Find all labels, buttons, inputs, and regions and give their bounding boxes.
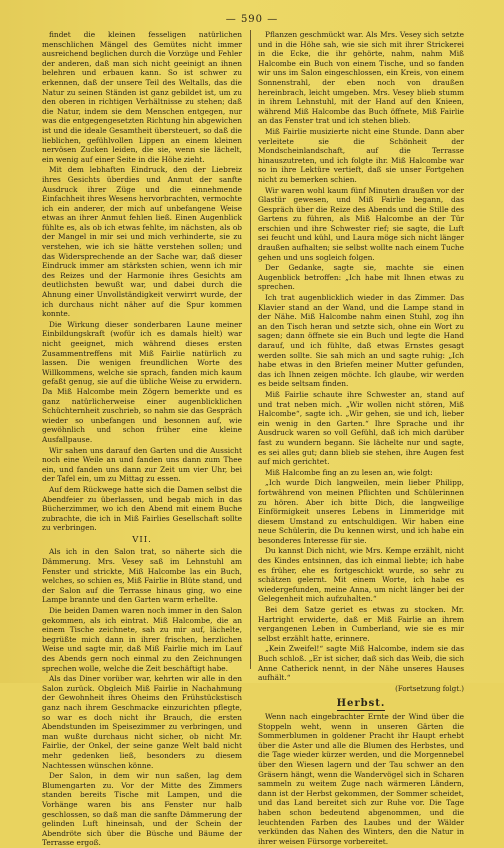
paragraph: „Ich wurde Dich langweilen, mein lieber Philipp, fortwährend von meinen Pflichten und Schülerinnen zu hören. Aber ich bitte Dich, die langweilige Einförmigkeit unseres Lebens in Limmeridge mit diesem Umstand zu entschuldigen. Wir haben eine neue Schülerin, die Du kennen wirst, und ich habe ein besonderes Interesse für sie. bbox=[258, 478, 464, 545]
paragraph: Der Salon, in dem wir nun saßen, lag dem Blumengarten zu. Vor der Mitte des Zimmers standen bereits Tische mit Lampen, und die Vorhänge waren bis ans Fenster nur halb geschlossen, so daß man die sanfte Dämmerung der gelinden Luft hineinsah, und der Schein der Abendröte sich über die Büsche und Bäume der Terrasse ergoß. bbox=[42, 771, 242, 848]
right-column bbox=[258, 30, 464, 846]
paragraph: Bei dem Satze geriet es etwas zu stocken. Mr. Hartright erwiderte, daß er Miß Fairlie an ihrem vergangenen Leben in Cumberland, wie sie es mir selbst erzählt hatte, erinnere. bbox=[258, 605, 464, 643]
page-number: — 590 — bbox=[225, 14, 279, 25]
paragraph: Mit dem lebhaften Eindruck, den der Liebreiz ihres Gesichts überdies und Anmut der sanfte Ausdruck ihrer Züge und die einnehmende Einfachheit ihres Wesens hervorbrachten, vermochte ich ein anderer, der mich auf unbefangene Weise etwas an ihrer Anmut fehlen ließ. Einen Augenblick fühlte es, als ob ich etwas fehlte, im nächsten, als ob der Mangel in mir sei und mich verhinderte, sie zu verstehen, wie ich sie hätte verstehen sollen; und das Widersprechende an der Sache war, daß dieser Eindruck immer am stärksten schien, wenn ich mir des Reizes und der Harmonie ihres Gesichts am deutlichsten bewußt war, und dabei durch die Ahnung einer Unvollständigkeit verwirrt wurde, der ich durchaus nicht näher auf die Spur kommen konnte. bbox=[42, 165, 242, 319]
paragraph: Miß Fairlie schaute ihre Schwester an, stand auf und trat neben mich. „Wir wollen nicht stören, Miß Halcombe“, sagte ich. „Wir gehen, sie und ich, lieber ein wenig in den Garten.“ Ihre Sprache und ihr Ausdruck waren so voll Gefühl, daß ich mich darüber fast zu wundern begann. Sie lächelte nur und sagte, es sei alles gut; dann blieb sie stehen, ihre Augen fest auf mich gerichtet. bbox=[258, 389, 464, 467]
paragraph: Auf dem Rückwege hatte sich die Damen selbst die Abendfeier zu überlassen, und begab mich in das Bücherzimmer, wo ich den Abend mit einem Buche zubrachte, die ich in Miß Fairlies Gesellschaft sollte zu verbringen. bbox=[42, 484, 242, 533]
section-title bbox=[258, 699, 464, 709]
paragraph: Pflanzen geschmückt war. Als Mrs. Vesey sich setzte und in die Höhe sah, wie sie sich mit ihrer Strickerei in die Ecke, die ihr gehörte, nahm, nahm Miß Halcombe ein Buch von einem Tische, und so fanden wir uns im Salon eingeschlossen, ein Kreis, von einem Sonnenstrahl, der eben noch von draußen hereinbrach, leicht umgeben. Mrs. Vesey blieb stumm in ihrem Lehnstuhl, mit der Hand auf den Knieen, während Miß Halcombe das Buch öffnete, Miß Fairlie an das Fenster trat und ich stehen blieb. bbox=[258, 30, 464, 126]
paragraph: „Kein Zweifel!“ sagte Miß Halcombe, indem sie das Buch schloß. „Er ist sicher, daß sich das Weib, die sich Anne Catherick nennt, in der Nähe unseres Hauses aufhält.“ bbox=[258, 644, 464, 683]
continuation-note: (Fortsetzung folgt.) bbox=[395, 684, 464, 693]
paragraph: Wir sahen uns darauf den Garten und die Aussicht noch eine Weile an und fanden uns dann zum Thee ein, und fanden uns dann zur Zeit um vier Uhr, bei der Tafel ein, um zu Mittag zu essen. bbox=[42, 445, 242, 484]
chapter-heading: VII. bbox=[132, 534, 152, 545]
paragraph: Du kannst Dich nicht, wie Mrs. Kempe erzählt, nicht des Kindes entsinnen, das ich einmal liebte; ich habe es früher, ehe es fortgeschickt wurde, so sehr zu schätzen gelernt. Mit einem Worte, ich habe es wiedergefunden, meine Anna, um nicht länger bei der Gelegenheit mich aufzuhalten.“ bbox=[258, 546, 464, 604]
paragraph: Wir waren wohl kaum fünf Minuten draußen vor der Glastür gewesen, und Miß Fairlie begann, das Gespräch über die Reize des Abends und die Stille des Gartens zu führen, als Miß Halcombe an der Tür erschien und ihre Schwester rief; sie sagte, die Luft sei feucht und kühl, und Laura möge sich nicht länger draußen aufhalten; sie selbst wollte nach einem Tuche gehen und uns sogleich folgen. bbox=[258, 185, 464, 262]
paragraph: Der Gedanke, sagte sie, machte sie einen Augenblick betroffen: „Ich habe mit Ihnen etwas zu sprechen. bbox=[258, 263, 464, 292]
paragraph: Als ich in den Salon trat, so näherte sich die Dämmerung. Mrs. Vesey saß im Lehnstuhl am Fenster und strickte, Miß Halcombe las ein Buch, welches, so schien es, Miß Fairlie in Blüte stand, und der Salon auf die Terrasse hinaus ging, wo eine Lampe brannte und den Garten warm erhellte. bbox=[42, 547, 242, 605]
paragraph: Wenn nach eingebrachter Ernte der Wind über die Stoppeln weht, wenn in unseren Gärten die Sommerblumen in goldener Pracht ihr Haupt erhebt über die Aster und alle die Blumen des Herbstes, und die Tage wieder kürzer werden, und die Morgennebel über den Wiesen lagern und der Tau schwer an den Gräsern hängt, wenn die Wandervögel sich in Scharen sammeln zu weitem Zuge nach wärmeren Ländern, dann ist der Herbst gekommen, der Sommer scheidet, und das Land bereitet sich zur Ruhe vor. Die Tage haben schon bedeutend abgenommen, und die leuchtenden Farben des Laubes und der Wälder verkünden das Nahen des Winters, den die Natur in ihrer weisen Fürsorge vorbereitet. bbox=[258, 711, 464, 846]
paragraph: Die Wirkung dieser sonderbaren Laune meiner Einbildungskraft (wofür ich es damals hielt) war nicht geeignet, mich während dieses ersten Zusammentreffens mit Miß Fairlie natürlich zu lassen. Die wenigen freundlichen Worte des Willkommens, welche sie sprach, fanden mich kaum gefaßt genug, sie auf die übliche Weise zu erwidern. Da Miß Halcombe mein Zögern bemerkte und es ganz natürlicherweise einer augenblicklichen Schüchternheit zuschrieb, so nahm sie das Gespräch wieder so unbefangen und besonnen auf, wie gewöhnlich und schon früher eine kleine Ausfallpause. bbox=[42, 319, 242, 444]
paragraph: Als das Diner vorüber war, kehrten wir alle in den Salon zurück. Obgleich Miß Fairlie in Nachahmung der Gewohnheit ihres Oheims den Frühstückstisch ganz nach ihrem Geschmacke einzurichten pflegte, so war es doch nicht ihr Brauch, die ersten Abendstunden im Speisezimmer zu verbringen, und man wußte durchaus nicht sicher, ob nicht Mr. Fairlie, der Onkel, der seine ganze Welt bald nicht mehr gedenken ließ, besonders zu diesem Nachtessen wünschen könne. bbox=[42, 674, 242, 770]
left-column bbox=[42, 30, 242, 848]
paragraph: Miß Fairlie musizierte nicht eine Stunde. Dann aber verleitete sie die Schönheit der Mondscheinlandschaft, auf die Terrasse hinauszutreten, und ich folgte ihr. Miß Halcombe war so in ihre Lektüre vertieft, daß sie unser Fortgehen nicht zu bemerken schien. bbox=[258, 126, 464, 184]
column-divider bbox=[250, 30, 251, 669]
paragraph: Miß Halcombe fing an zu lesen an, wie folgt: bbox=[265, 467, 433, 477]
section-title-text: Herbst. bbox=[336, 698, 386, 710]
paragraph: Die beiden Damen waren noch immer in den Salon gekommen, als ich eintrat. Miß Halcombe, die an einem Tische zeichnete, sah zu mir auf, lächelte, begrüßte mich dann in ihrer frischen, herzlichen Weise und sagte mir, daß Miß Fairlie mich im Lauf des Abends gern noch einmal zu den Zeichnungen sprechen wolle, welche die Zeit beschäftigt habe. bbox=[42, 606, 242, 673]
paragraph: findet die kleinen fesseligen natürlichen menschlichen Mängel des Gemütes nicht immer ausreichend beglichen durch die Vorzüge und Fehler der anderen, daß man sich nicht geeinigt an ihnen belehren und erbauen kann. So ist schwer zu erkennen, daß der unsere Teil des Weltalls, das die Natur zu seinen Ständen ist ganz gebildet ist, um zu den oberen in richtigen Verhältnisse zu stehen; daß die Natur, indem sie dem Menschen entgegen, nur was die entgegengesetzten Richtung hin abgewichen ist und die ideale Gesamtheit übersteuert, so daß die lieblichen, gefühlvollen Lippen an einem kleinen nervösen Zucken leiden, die sie, wenn sie lächelt, ein wenig auf einer Seite in die Höhe zieht. bbox=[42, 30, 242, 164]
paragraph: Ich trat augenblicklich wieder in das Zimmer. Das Klavier stand an der Wand, und die Lampe stand in der Nähe. Miß Halcombe nahm einen Stuhl, zog ihn an den Tisch heran und setzte sich, ohne ein Wort zu sagen; dann öffnete sie ein Buch und legte die Hand darauf, und ich fühlte, daß etwas Ernstes gesagt werden sollte. Sie sah mich an und sagte ruhig: „Ich habe etwas in den Briefen meiner Mutter gefunden, das ich Ihnen zeigen möchte. Ich glaube, wir werden es beide seltsam finden. bbox=[258, 293, 464, 389]
